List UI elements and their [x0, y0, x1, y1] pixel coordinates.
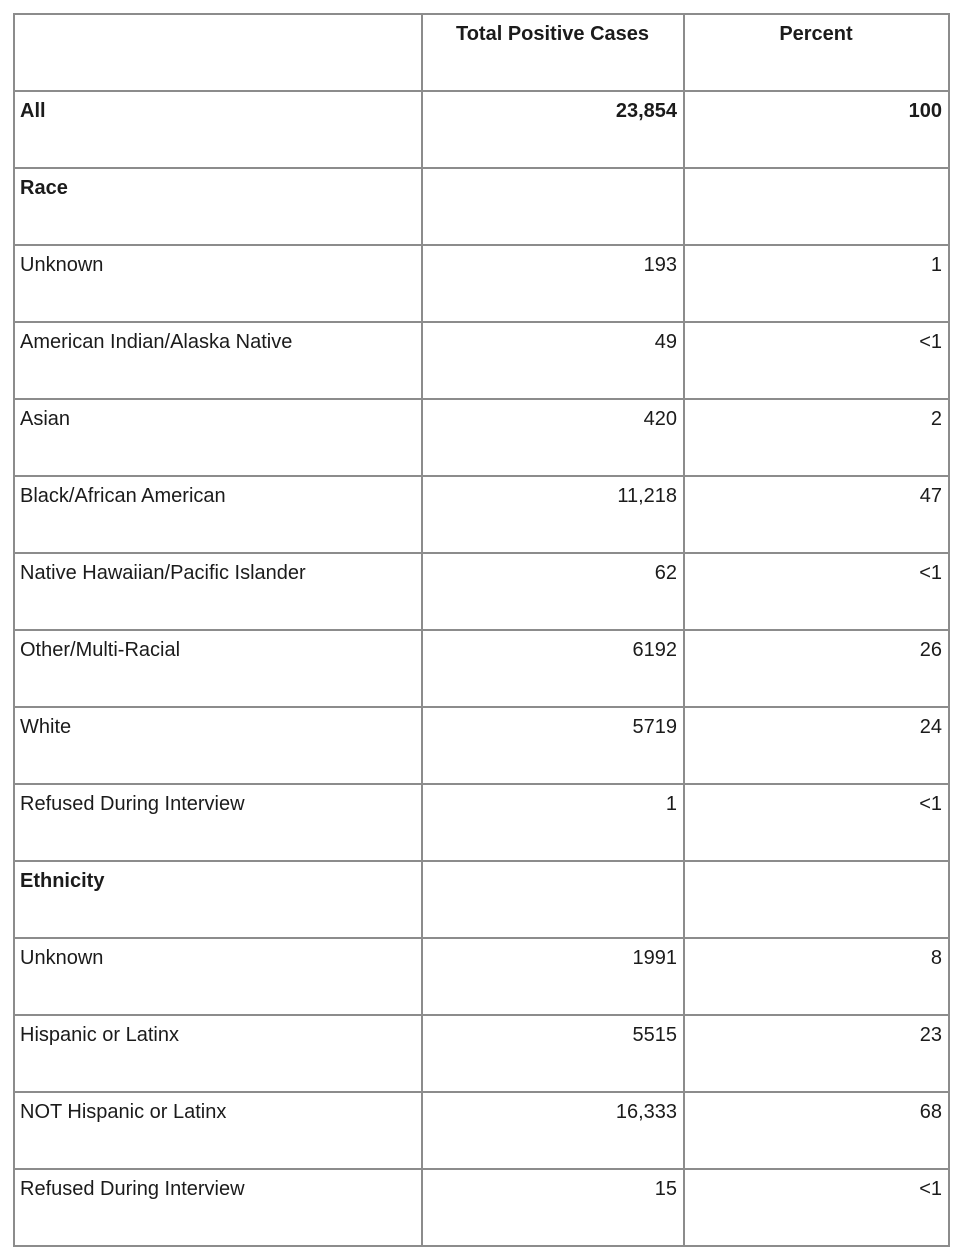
header-cell-total-positive-cases: Total Positive Cases — [422, 14, 684, 91]
row-percent: 23 — [684, 1015, 949, 1092]
row-label: American Indian/Alaska Native — [14, 322, 422, 399]
row-percent: 2 — [684, 399, 949, 476]
row-percent: 24 — [684, 707, 949, 784]
row-total-positive-cases: 62 — [422, 553, 684, 630]
row-label: Refused During Interview — [14, 784, 422, 861]
section-row — [14, 168, 949, 245]
table-row — [14, 245, 949, 322]
row-percent: <1 — [684, 322, 949, 399]
row-percent — [684, 168, 949, 245]
cases-by-race-ethnicity-table — [13, 13, 950, 1247]
row-total-positive-cases: 23,854 — [422, 91, 684, 168]
cases-by-race-ethnicity-table-container — [13, 13, 950, 1247]
header-cell-category — [14, 14, 422, 91]
row-label: Black/African American — [14, 476, 422, 553]
row-total-positive-cases — [422, 168, 684, 245]
section-row — [14, 861, 949, 938]
table-row — [14, 1015, 949, 1092]
row-percent: 47 — [684, 476, 949, 553]
row-total-positive-cases: 420 — [422, 399, 684, 476]
table-row — [14, 399, 949, 476]
table-row — [14, 553, 949, 630]
section-row — [14, 91, 949, 168]
row-label: All — [14, 91, 422, 168]
table-row — [14, 1169, 949, 1246]
row-percent: <1 — [684, 1169, 949, 1246]
row-total-positive-cases: 11,218 — [422, 476, 684, 553]
table-row — [14, 476, 949, 553]
row-label: Refused During Interview — [14, 1169, 422, 1246]
row-percent: <1 — [684, 553, 949, 630]
row-percent: 100 — [684, 91, 949, 168]
row-label: Ethnicity — [14, 861, 422, 938]
row-total-positive-cases: 193 — [422, 245, 684, 322]
row-percent: <1 — [684, 784, 949, 861]
row-total-positive-cases: 1 — [422, 784, 684, 861]
row-total-positive-cases: 5719 — [422, 707, 684, 784]
row-total-positive-cases: 6192 — [422, 630, 684, 707]
row-label: Unknown — [14, 245, 422, 322]
row-total-positive-cases: 5515 — [422, 1015, 684, 1092]
row-label: Asian — [14, 399, 422, 476]
row-label: White — [14, 707, 422, 784]
row-label: Other/Multi-Racial — [14, 630, 422, 707]
table-row — [14, 784, 949, 861]
row-percent — [684, 861, 949, 938]
row-label: Hispanic or Latinx — [14, 1015, 422, 1092]
header-cell-percent: Percent — [684, 14, 949, 91]
row-total-positive-cases: 15 — [422, 1169, 684, 1246]
row-percent: 26 — [684, 630, 949, 707]
row-percent: 8 — [684, 938, 949, 1015]
header-row — [14, 14, 949, 91]
row-total-positive-cases: 16,333 — [422, 1092, 684, 1169]
row-label: Unknown — [14, 938, 422, 1015]
table-row — [14, 322, 949, 399]
row-label: NOT Hispanic or Latinx — [14, 1092, 422, 1169]
row-label: Race — [14, 168, 422, 245]
table-row — [14, 1092, 949, 1169]
row-total-positive-cases — [422, 861, 684, 938]
table-body — [14, 91, 949, 1246]
row-total-positive-cases: 1991 — [422, 938, 684, 1015]
row-total-positive-cases: 49 — [422, 322, 684, 399]
table-row — [14, 630, 949, 707]
row-percent: 1 — [684, 245, 949, 322]
row-label: Native Hawaiian/Pacific Islander — [14, 553, 422, 630]
table-row — [14, 938, 949, 1015]
table-row — [14, 707, 949, 784]
row-percent: 68 — [684, 1092, 949, 1169]
